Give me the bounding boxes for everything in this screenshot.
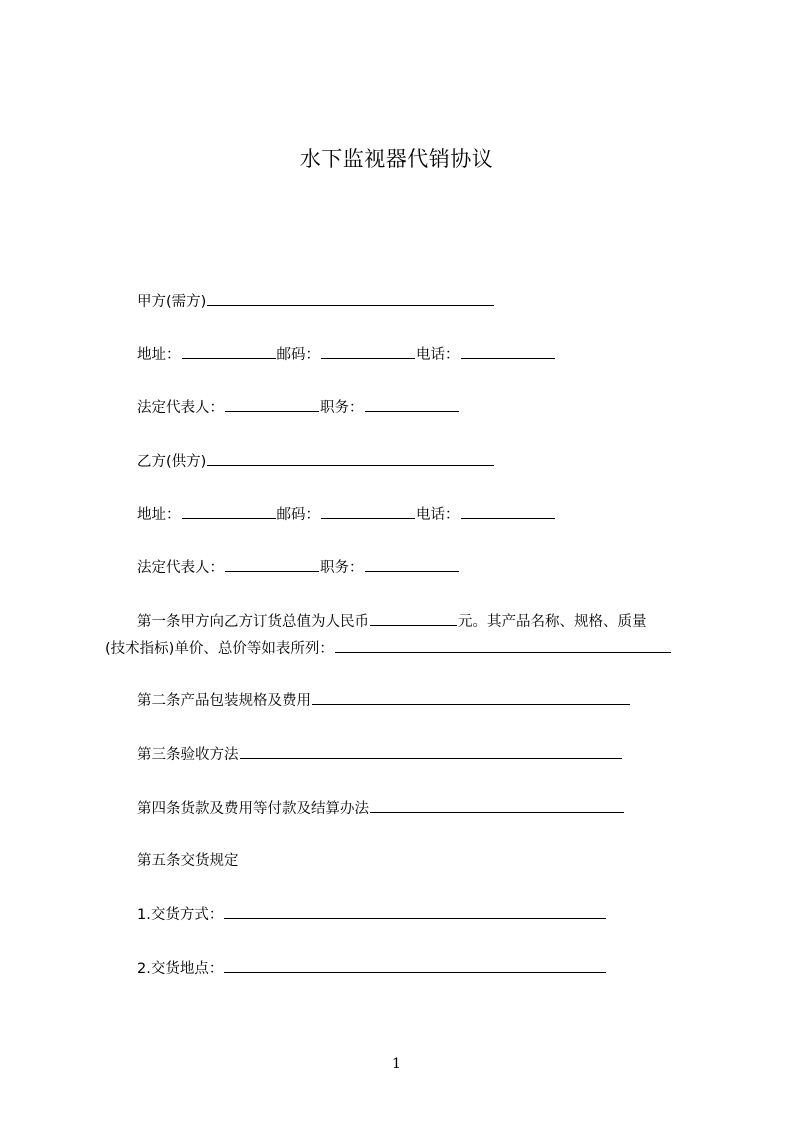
clause-5-line [137,851,239,871]
party-a-contact-line [137,344,556,365]
party-b-address-blank[interactable] [182,504,276,519]
clause-5-text: 第五条交货规定 [137,853,239,869]
party-a-rep-line [137,397,460,418]
party-a-label: 甲方(需方) [137,294,207,310]
delivery-method-blank[interactable] [224,904,606,919]
party-a-position-blank[interactable] [365,397,459,412]
clause-1-text-c: (技术指标)单价、总价等如表所列： [105,641,334,657]
clause-2-text: 第二条产品包装规格及费用 [137,693,311,709]
party-b-line [137,451,495,472]
delivery-method-label: 1.交货方式： [137,907,224,923]
party-a-line [137,291,495,312]
party-b-legal-rep-label: 法定代表人： [137,560,224,576]
delivery-place-blank[interactable] [224,958,606,973]
clause-1-table-blank[interactable] [335,638,671,653]
party-a-address-label: 地址： [137,347,181,363]
party-a-postcode-blank[interactable] [321,344,415,359]
clause-3-text: 第三条验收方法 [137,747,239,763]
clause-1-text-a: 第一条甲方向乙方订货总值为人民币 [137,614,369,630]
party-b-phone-blank[interactable] [461,504,555,519]
clause-3-blank[interactable] [240,744,622,759]
document-title: 水下监视器代销协议 [299,147,494,171]
delivery-place-line [137,958,607,979]
party-b-label: 乙方(供方) [137,454,207,470]
clause-1-line-2 [105,638,672,659]
party-b-postcode-blank[interactable] [321,504,415,519]
party-b-phone-label: 电话： [416,507,460,523]
party-b-contact-line [137,504,556,525]
party-b-rep-line [137,557,460,578]
party-a-blank[interactable] [207,291,494,306]
delivery-method-line [137,904,607,925]
party-b-position-label: 职务： [320,560,364,576]
party-a-postcode-label: 邮码： [276,347,320,363]
party-a-phone-blank[interactable] [461,344,555,359]
clause-4-blank[interactable] [370,798,624,813]
clause-1-amount-blank[interactable] [370,611,457,626]
clause-3-line [137,744,623,765]
party-a-legal-rep-label: 法定代表人： [137,400,224,416]
party-a-address-blank[interactable] [182,344,276,359]
clause-4-line [137,798,625,819]
party-a-legal-rep-blank[interactable] [225,397,319,412]
clause-2-line [137,690,631,711]
party-a-phone-label: 电话： [416,347,460,363]
party-b-position-blank[interactable] [365,557,459,572]
party-b-address-label: 地址： [137,507,181,523]
clause-1-line-1 [137,611,647,632]
party-b-blank[interactable] [207,451,494,466]
party-b-legal-rep-blank[interactable] [225,557,319,572]
party-b-postcode-label: 邮码： [276,507,320,523]
clause-1-text-b: 元。其产品名称、规格、质量 [458,614,647,630]
clause-4-text: 第四条货款及费用等付款及结算办法 [137,801,369,817]
page-number: 1 [392,1056,401,1072]
party-a-position-label: 职务： [320,400,364,416]
delivery-place-label: 2.交货地点： [137,961,224,977]
clause-2-blank[interactable] [312,690,630,705]
